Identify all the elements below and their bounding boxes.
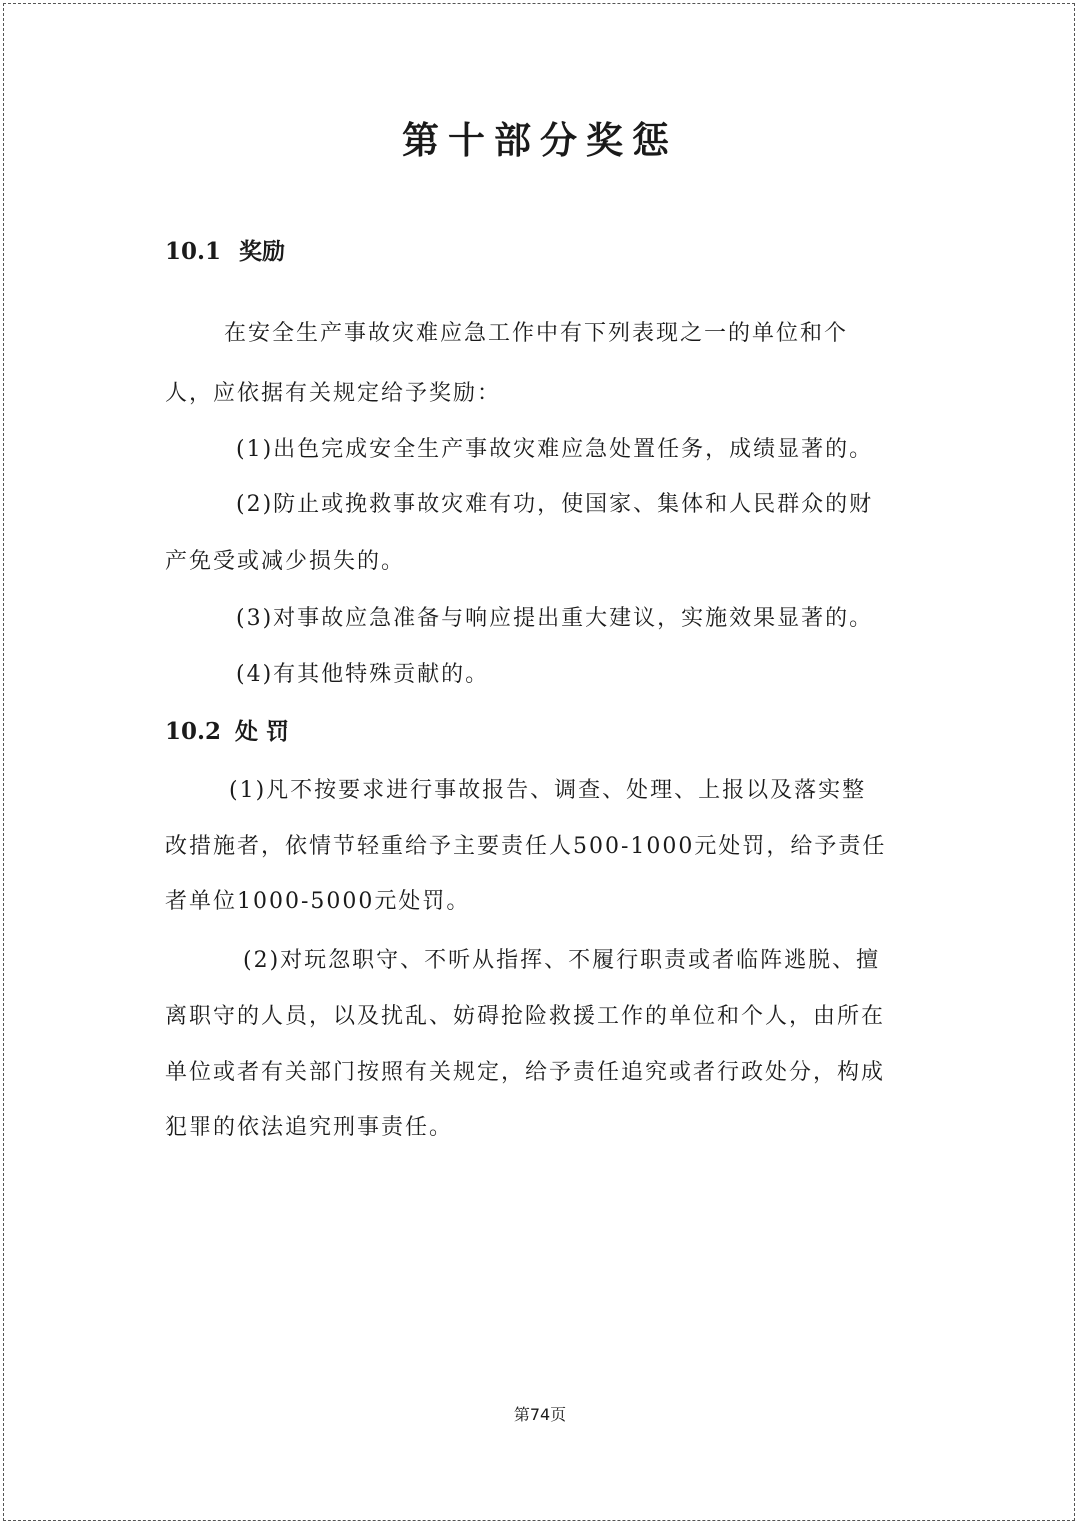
reward-item-2-line-1: (2)防止或挽救事故灾难有功，使国家、集体和人民群众的财 bbox=[236, 492, 874, 517]
penalty-item-2-line-4: 犯罪的依法追究刑事责任。 bbox=[165, 1115, 454, 1140]
page-border bbox=[3, 3, 1075, 1521]
penalty-item-2-line-1: (2)对玩忽职守、不听从指挥、不履行职责或者临阵逃脱、擅 bbox=[243, 948, 881, 973]
reward-intro-line-1: 在安全生产事故灾难应急工作中有下列表现之一的单位和个 bbox=[224, 321, 849, 346]
page-number: 第74页 bbox=[513, 1405, 567, 1424]
section-heading-reward bbox=[165, 236, 285, 268]
reward-item-4: (4)有其他特殊贡献的。 bbox=[236, 662, 490, 687]
section-heading-penalty bbox=[165, 716, 289, 748]
reward-item-1: (1)出色完成安全生产事故灾难应急处置任务，成绩显著的。 bbox=[236, 437, 874, 462]
penalty-item-2-line-2: 离职守的人员，以及扰乱、妨碍抢险救援工作的单位和个人，由所在 bbox=[165, 1004, 886, 1029]
reward-item-3: (3)对事故应急准备与响应提出重大建议，实施效果显著的。 bbox=[236, 606, 874, 631]
penalty-item-1-line-3: 者单位1000-5000元处罚。 bbox=[165, 889, 471, 914]
reward-intro-line-2: 人，应依据有关规定给予奖励： bbox=[165, 381, 502, 406]
section-title: 奖励 bbox=[239, 238, 286, 265]
penalty-item-1-line-2: 改措施者，依情节轻重给予主要责任人500-1000元处罚，给予责任 bbox=[165, 834, 887, 859]
section-number: 10.2 bbox=[165, 718, 222, 745]
penalty-item-1-line-1: (1)凡不按要求进行事故报告、调查、处理、上报以及落实整 bbox=[229, 778, 867, 803]
section-number: 10.1 bbox=[165, 238, 222, 265]
penalty-item-2-line-3: 单位或者有关部门按照有关规定，给予责任追究或者行政处分，构成 bbox=[165, 1060, 886, 1085]
page-title: 第十部分奖惩 bbox=[402, 118, 678, 162]
reward-item-2-line-2: 产免受或减少损失的。 bbox=[165, 549, 406, 574]
section-title: 处 罚 bbox=[235, 718, 290, 745]
